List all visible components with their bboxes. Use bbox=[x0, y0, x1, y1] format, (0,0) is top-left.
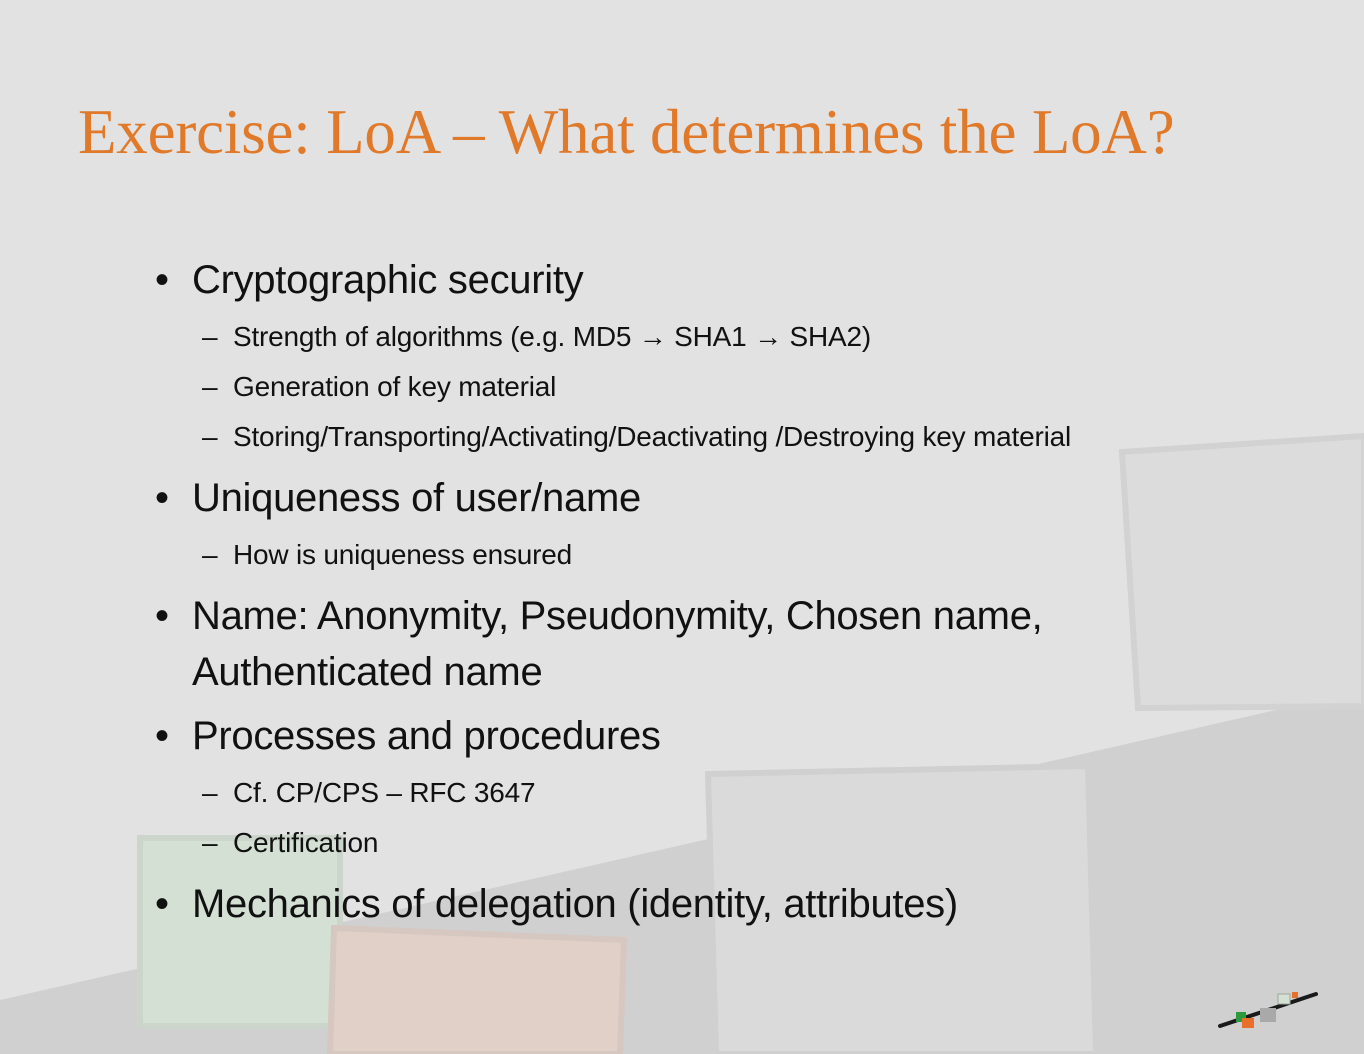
sub-bullet-text: Storing/Transporting/Activating/Deactivating /Destroying key material bbox=[233, 421, 1071, 452]
bullet-dot: • bbox=[155, 258, 169, 302]
bullet-item bbox=[155, 252, 1285, 308]
bullet-dot: • bbox=[155, 714, 169, 758]
bullet-dot: • bbox=[155, 882, 169, 926]
bullet-text: Cryptographic security bbox=[192, 258, 584, 302]
bullet-dot: • bbox=[155, 476, 169, 520]
bullet-dot: • bbox=[155, 594, 169, 638]
sub-bullet-list bbox=[155, 768, 1285, 868]
sub-bullet-text: Cf. CP/CPS – RFC 3647 bbox=[233, 777, 536, 808]
bullet-item bbox=[155, 588, 1285, 700]
bullet-text: Uniqueness of user/name bbox=[192, 476, 641, 520]
sub-bullet-dash: – bbox=[202, 827, 218, 858]
sub-bullet-item bbox=[155, 312, 1285, 362]
bullet-text: Mechanics of delegation (identity, attributes) bbox=[192, 882, 958, 926]
sub-bullet-text: Certification bbox=[233, 827, 379, 858]
sub-bullet-text: Generation of key material bbox=[233, 371, 557, 402]
bullet-list bbox=[155, 252, 1285, 932]
sub-bullet-text: How is uniqueness ensured bbox=[233, 539, 572, 570]
sub-bullet-list bbox=[155, 312, 1285, 462]
slide-title: Exercise: LoA – What determines the LoA? bbox=[78, 97, 1175, 167]
sub-bullet-dash: – bbox=[202, 777, 218, 808]
sub-bullet-dash: – bbox=[202, 421, 218, 452]
sub-bullet-item bbox=[155, 362, 1285, 412]
sub-bullet-dash: – bbox=[202, 321, 218, 352]
bullet-gap bbox=[155, 700, 1285, 708]
logo-icon bbox=[1216, 988, 1320, 1032]
sub-bullet-text: Strength of algorithms (e.g. MD5 → SHA1 → SHA2) bbox=[233, 321, 871, 352]
sub-bullet-item bbox=[155, 818, 1285, 868]
bullet-item bbox=[155, 708, 1285, 764]
sub-bullet-dash: – bbox=[202, 539, 218, 570]
sub-bullet-item bbox=[155, 530, 1285, 580]
sub-bullet-dash: – bbox=[202, 371, 218, 402]
bullet-text: Name: Anonymity, Pseudonymity, Chosen name, Authenticated name bbox=[192, 594, 1043, 694]
bullet-text: Processes and procedures bbox=[192, 714, 661, 758]
background-square-peach bbox=[330, 928, 624, 1054]
sub-bullet-list bbox=[155, 530, 1285, 580]
bullet-item bbox=[155, 876, 1285, 932]
sub-bullet-item bbox=[155, 768, 1285, 818]
bullet-item bbox=[155, 470, 1285, 526]
sub-bullet-item bbox=[155, 412, 1285, 462]
